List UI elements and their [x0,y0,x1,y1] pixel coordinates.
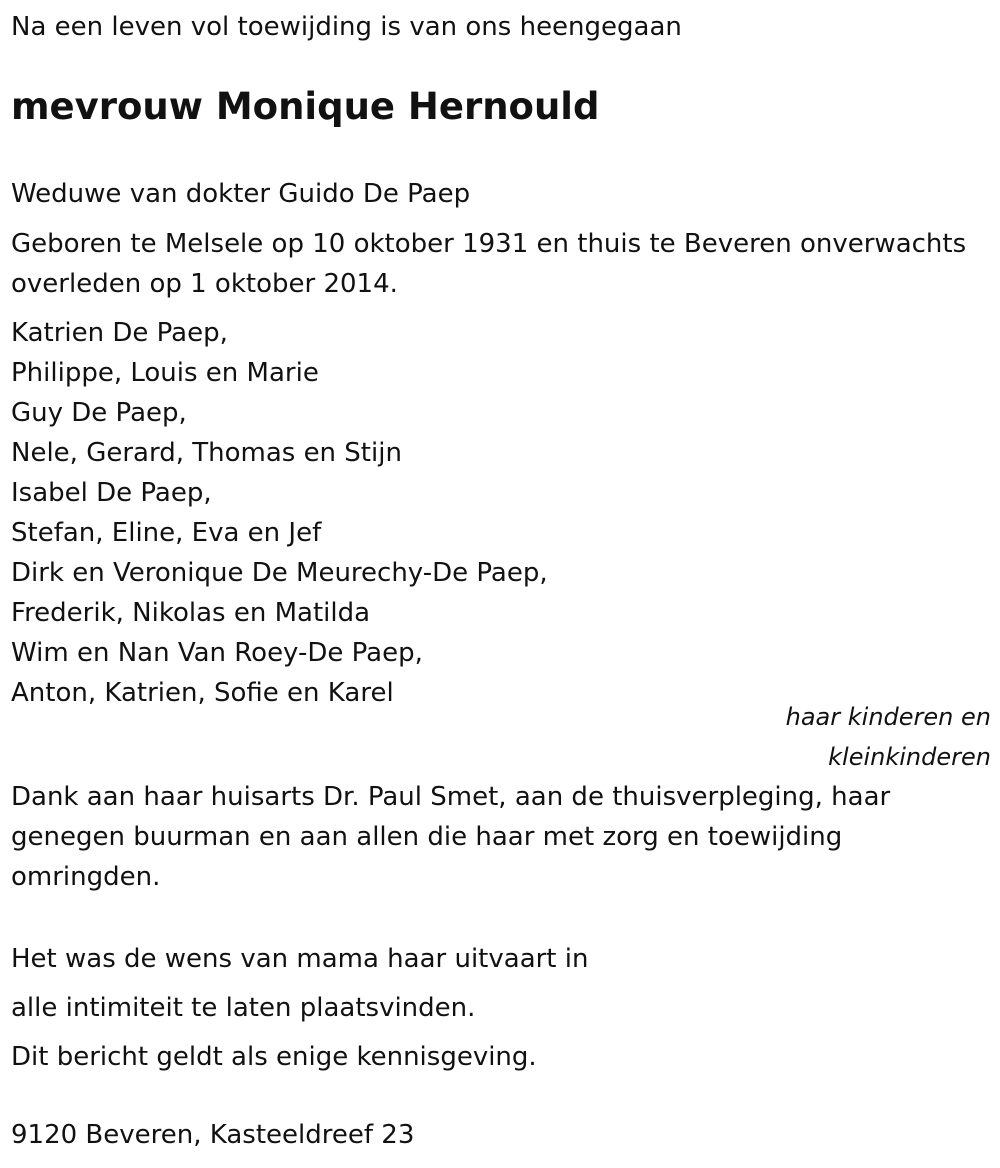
widow-line: Weduwe van dokter Guido De Paep [11,179,471,209]
thanks-line: genegen buurman en aan allen die haar met zorg en toewijding [11,822,843,852]
family-line: Isabel De Paep, [11,478,212,508]
family-line: Anton, Katrien, Sofie en Karel [11,678,394,708]
wish-line: Dit bericht geldt als enige kennisgeving. [11,1042,537,1072]
deceased-name: mevrouw Monique Hernould [11,85,600,128]
thanks-line: omringden. [11,862,161,892]
wish-line: alle intimiteit te laten plaatsvinden. [11,993,476,1023]
address: 9120 Beveren, Kasteeldreef 23 [11,1120,415,1150]
family-line: Dirk en Veronique De Meurechy-De Paep, [11,558,548,588]
birth-death-paragraph [11,224,966,304]
thanks-line: Dank aan haar huisarts Dr. Paul Smet, aan de thuisverpleging, haar [11,782,891,812]
family-line: Nele, Gerard, Thomas en Stijn [11,438,402,468]
family-line: Stefan, Eline, Eva en Jef [11,518,322,548]
wish-line: Het was de wens van mama haar uitvaart in [11,944,589,974]
signature-line: haar kinderen en [785,703,991,731]
birth-death-line: Geboren te Melsele op 10 oktober 1931 en thuis te Beveren onverwachts [11,229,967,259]
thanks-paragraph [11,777,890,897]
family-line: Frederik, Nikolas en Matilda [11,598,371,628]
family-list [11,313,548,713]
family-line: Wim en Nan Van Roey-De Paep, [11,638,423,668]
family-line: Philippe, Louis en Marie [11,358,319,388]
intro-text: Na een leven vol toewijding is van ons heengegaan [11,12,682,42]
signature-line: kleinkinderen [828,743,991,771]
family-line: Katrien De Paep, [11,318,228,348]
birth-death-line: overleden op 1 oktober 2014. [11,269,398,299]
family-line: Guy De Paep, [11,398,187,428]
funeral-wish-paragraph [11,935,588,1082]
family-signature [786,697,991,777]
